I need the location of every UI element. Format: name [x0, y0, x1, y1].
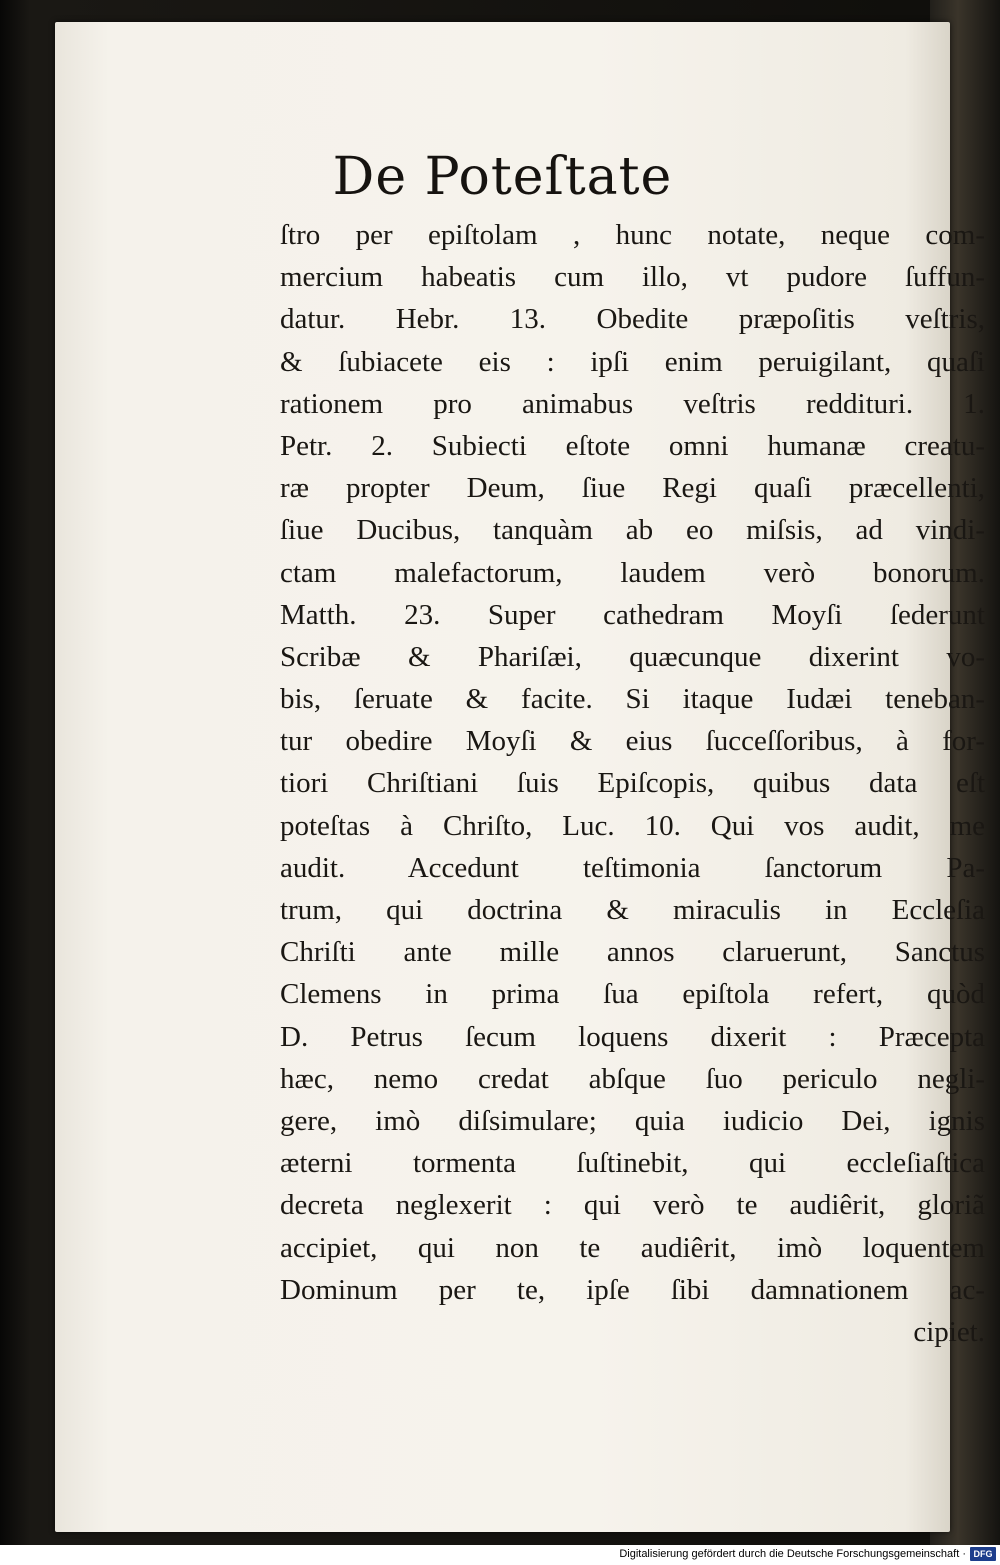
page-header: De Poteſtate — [332, 147, 673, 207]
text-line: æterni tormenta ſuſtinebit, qui eccleſiaſtica — [280, 1147, 985, 1180]
text-line: audit. Accedunt teſtimonia ſanctorum Pa- — [280, 851, 985, 884]
text-line: mercium habeatis cum illo, vt pudore ſuffun- — [280, 261, 985, 294]
text-line: D. Petrus ſecum loquens dixerit : Præcepta — [280, 1020, 985, 1053]
text-line: rationem pro animabus veſtris reddituri. 1. — [280, 387, 985, 420]
text-line: Petr. 2. Subiecti eſtote omni humanæ creatu- — [280, 429, 985, 462]
text-line: datur. Hebr. 13. Obedite præpoſitis veſtris, — [280, 303, 985, 336]
book-page — [55, 22, 985, 1532]
text-line: gere, imò diſsimulare; quia iudicio Dei, ignis — [280, 1104, 985, 1137]
text-line: ctam malefactorum, laudem verò bonorum. — [280, 556, 985, 589]
text-line: hæc, nemo credat abſque ſuo periculo negli- — [280, 1062, 985, 1095]
text-line: Clemens in prima ſua epiſtola refert, quòd — [280, 978, 985, 1011]
text-line: Chriſti ante mille annos claruerunt, Sanctus — [280, 936, 985, 969]
text-line: cipiet. — [913, 1315, 985, 1348]
text-line: ræ propter Deum, ſiue Regi quaſi præcellenti, — [280, 472, 985, 505]
footer-bar — [0, 1545, 1000, 1565]
text-line: Matth. 23. Super cathedram Moyſi ſederunt — [280, 598, 985, 631]
text-line: tiori Chriſtiani ſuis Epiſcopis, quibus data eſt — [280, 767, 985, 800]
text-line: accipiet, qui non te audiêrit, imò loquentem — [280, 1231, 985, 1264]
text-line: ſtro per epiſtolam , hunc notate, neque com- — [280, 219, 985, 251]
text-line: tur obedire Moyſi & eius ſucceſſoribus, à for- — [280, 725, 985, 758]
dfg-logo-icon: DFG — [970, 1547, 996, 1561]
text-line: decreta neglexerit : qui verò te audiêrit, gloriã — [280, 1189, 985, 1222]
text-line: Dominum per te, ipſe ſibi damnationem ac- — [280, 1273, 985, 1306]
text-line: poteſtas à Chriſto, Luc. 10. Qui vos audit, me — [280, 809, 985, 842]
text-line: ſiue Ducibus, tanquàm ab eo miſsis, ad vindi- — [280, 514, 985, 547]
text-line: & ſubiacete eis : ipſi enim peruigilant, quaſi — [280, 345, 985, 378]
text-line: trum, qui doctrina & miraculis in Eccleſia — [280, 894, 985, 926]
footer-credit: Digitalisierung gefördert durch die Deutsche Forschungsgemeinschaft · — [619, 1548, 966, 1560]
text-line: Scribæ & Phariſæi, quæcunque dixerint vo- — [280, 640, 985, 673]
text-line: bis, ſeruate & facite. Si itaque Iudæi teneban- — [280, 683, 985, 716]
body-text — [280, 214, 985, 1353]
